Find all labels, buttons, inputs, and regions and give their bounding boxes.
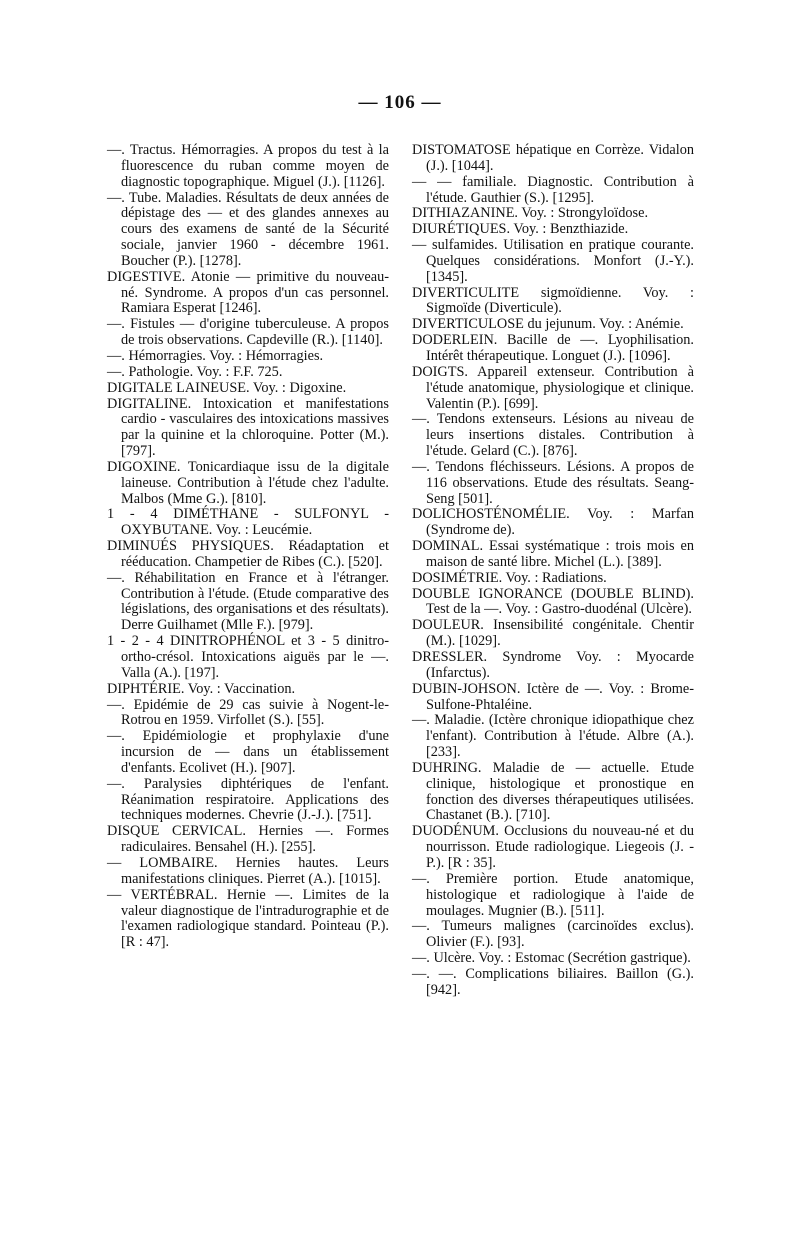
index-entry: —. Ulcère. Voy. : Estomac (Secrétion gastrique). [412,950,691,967]
index-entry: —. Epidémie de 29 cas suivie à Nogent-le-Rotrou en 1959. Virfollet (S.). [55]. [107,696,389,729]
index-entry: —. Tumeurs malignes (carcinoïdes exclus). Olivier (F.). [93]. [412,918,694,951]
index-entry: DIVERTICULITE sigmoïdienne. Voy. : Sigmoïde (Diverticule). [412,284,694,317]
index-entry: —. Tractus. Hémorragies. A propos du test à la fluorescence du ruban comme moyen de diagnostic topographique. Miguel (J.). [1126]. [107,142,389,190]
index-entry: DOULEUR. Insensibilité congénitale. Chentir (M.). [1029]. [412,617,694,650]
index-entry: DIGESTIVE. Atonie — primitive du nouveau-né. Syndrome. A propos d'un cas personnel. Ramiara Esperat [1246]. [107,268,389,317]
index-entry: DISTOMATOSE hépatique en Corrèze. Vidalon (J.). [1044]. [412,142,694,174]
index-column-right [412,143,694,999]
index-entry: DRESSLER. Syndrome Voy. : Myocarde (Infarctus). [412,649,694,681]
index-entry: DIVERTICULOSE du jejunum. Voy. : Anémie. [412,316,684,333]
index-entry: —. Fistules — d'origine tuberculeuse. A propos de trois observations. Capdeville (R.). [1140]. [107,316,389,349]
index-entry: —. Maladie. (Ictère chronique idiopathique chez l'enfant). Contribution à l'étude. Albre (A.). [233]. [412,712,694,761]
index-entry: DOSIMÉTRIE. Voy. : Radiations. [412,569,607,586]
index-entry: 1 - 4 DIMÉTHANE - SULFONYL - OXYBUTANE. Voy. : Leucémie. [107,506,389,539]
index-entry: —. Epidémiologie et prophylaxie d'une incursion de — dans un établissement d'enfants. Ecolivet (H.). [907]. [107,728,389,776]
index-entry: —. Paralysies diphtériques de l'enfant. Réanimation respiratoire. Applications des techniques modernes. Chevrie (J.-J.). [751]. [107,775,389,824]
index-entry: DUODÉNUM. Occlusions du nouveau-né et du nourrisson. Etude radiologique. Liegeois (J. - P.). [R : 35]. [412,823,694,871]
index-entry: — — familiale. Diagnostic. Contribution à l'étude. Gauthier (S.). [1295]. [412,173,694,206]
index-entry: DITHIAZANINE. Voy. : Strongyloïdose. [412,205,649,222]
index-entry: DUHRING. Maladie de — actuelle. Etude clinique, histologique et pronostique en fonction des diverses thérapeutiques utilisées. Chastanet (B.). [710]. [412,759,694,824]
index-entry: —. Tube. Maladies. Résultats de deux années de dépistage des — et des glandes annexes au cours des examens de santé de la Sécurité sociale, janvier 1960 - décembre 1961. Boucher (P.). [1278]. [107,189,389,269]
index-entry: DOIGTS. Appareil extenseur. Contribution à l'étude anatomique, physiologique et clinique. Valentin (P.). [699]. [412,363,694,412]
index-entry: DISQUE CERVICAL. Hernies —. Formes radiculaires. Bensahel (H.). [255]. [107,823,389,856]
index-entry: DOUBLE IGNORANCE (DOUBLE BLIND). Test de la —. Voy. : Gastro-duodénal (Ulcère). [412,585,694,618]
index-entry: DIGITALE LAINEUSE. Voy. : Digoxine. [107,379,347,396]
index-entry: —. —. Complications biliaires. Baillon (G.). [942]. [412,965,694,998]
index-entry: DIURÉTIQUES. Voy. : Benzthiazide. [412,221,629,238]
index-entry: —. Première portion. Etude anatomique, histologique et radiologique à l'aide de moulages. Mugnier (B.). [511]. [412,870,694,919]
index-entry: DUBIN-JOHSON. Ictère de —. Voy. : Brome-Sulfone-Phtaléine. [412,680,694,713]
index-entry: DIMINUÉS PHYSIQUES. Réadaptation et rééducation. Champetier de Ribes (C.). [520]. [107,538,389,570]
index-entry: — VERTÉBRAL. Hernie —. Limites de la valeur diagnostique de l'intradurographie et de l'examen radiologique standard. Pointeau (P.). [R : 47]. [107,886,389,951]
index-entry: DOMINAL. Essai systématique : trois mois en maison de santé libre. Michel (L.). [389]. [412,538,694,570]
index-entry: —. Hémorragies. Voy. : Hémorragies. [107,347,324,364]
index-entry: DOLICHOSTÉNOMÉLIE. Voy. : Marfan (Syndrome de). [412,506,694,539]
index-entry: 1 - 2 - 4 DINITROPHÉNOL et 3 - 5 dinitro-ortho-crésol. Intoxications aiguës par le —. Valla (A.). [197]. [107,633,389,681]
index-column-left [107,143,389,951]
index-entry: DODERLEIN. Bacille de —. Lyophilisation. Intérêt thérapeutique. Longuet (J.). [1096]. [412,332,694,364]
index-entry: — sulfamides. Utilisation en pratique courante. Quelques considérations. Monfort (J.-Y.). [1345]. [412,237,694,285]
index-entry: — LOMBAIRE. Hernies hautes. Leurs manifestations cliniques. Pierret (A.). [1015]. [107,854,389,887]
index-entry: —. Tendons fléchisseurs. Lésions. A propos de 116 observations. Etude des résultats. Seang-Seng [501]. [412,458,694,507]
index-entry: DIPHTÉRIE. Voy. : Vaccination. [107,680,296,697]
index-entry: —. Tendons extenseurs. Lésions au niveau de leurs insertions distales. Contribution à l'étude. Gelard (C.). [876]. [412,411,694,460]
index-entry: —. Réhabilitation en France et à l'étranger. Contribution à l'étude. (Etude comparative des législations, des organisations et des résultats). Derre Guilhamet (Mlle F.). [979]. [107,569,389,634]
page-number: — 106 — [358,92,442,113]
index-entry: DIGITALINE. Intoxication et manifestations cardio - vasculaires des intoxications massives par la quinine et la chloroquine. Potter (M.). [797]. [107,395,389,460]
index-entry: —. Pathologie. Voy. : F.F. 725. [107,363,283,380]
index-entry: DIGOXINE. Tonicardiaque issu de la digitale laineuse. Contribution à l'étude chez l'adulte. Malbos (Mme G.). [810]. [107,458,389,507]
